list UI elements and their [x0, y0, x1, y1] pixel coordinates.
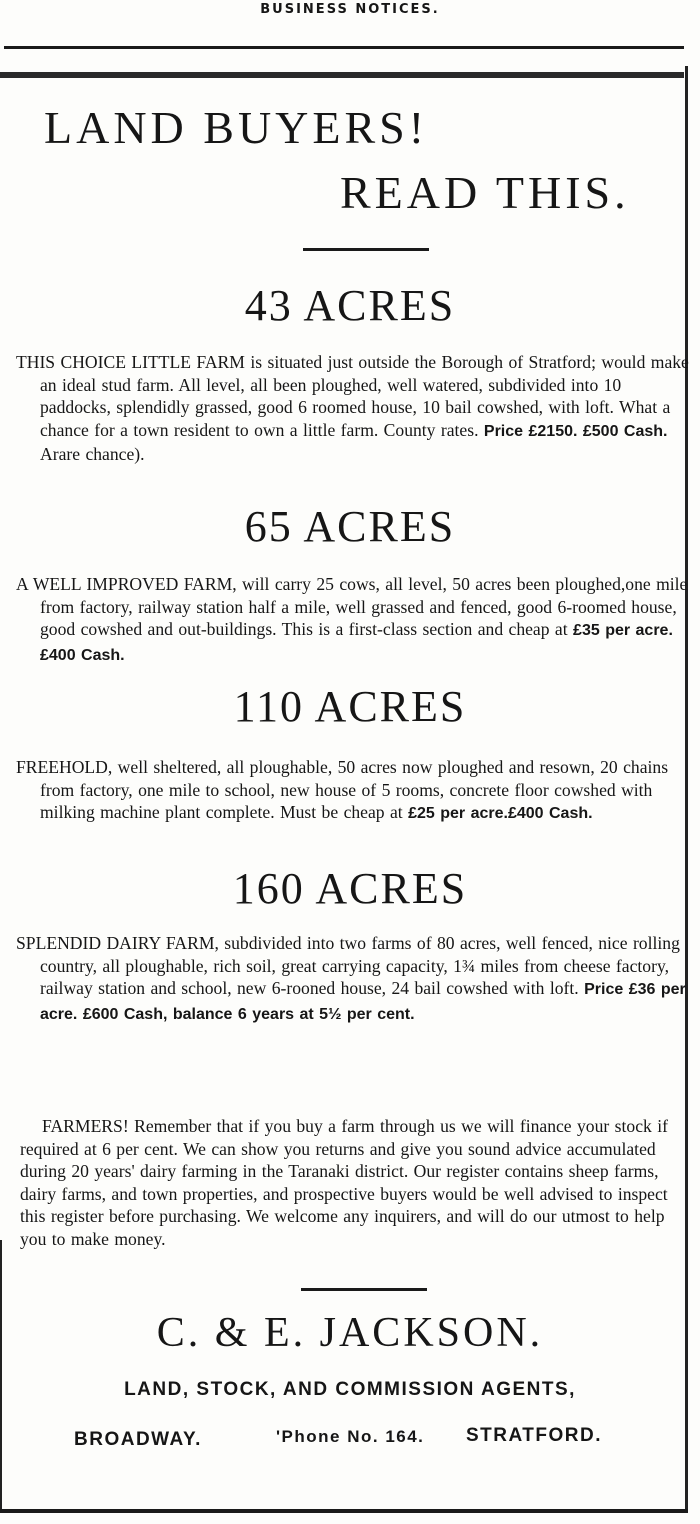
- listing-description: [16, 573, 692, 667]
- listing-terms: Price £2150. £500 Cash.: [483, 422, 668, 440]
- listing-terms: £25 per acre.£400 Cash.: [408, 805, 593, 822]
- top-rule: [4, 46, 684, 49]
- border-left: [0, 1240, 2, 1510]
- firm-name: C. & E. JACKSON.: [156, 1310, 544, 1356]
- listing-heading: 65 ACRES: [244, 502, 456, 551]
- listing-heading: 43 ACRES: [244, 281, 456, 330]
- farmers-notice: [20, 1115, 672, 1250]
- headline-divider: [303, 248, 429, 251]
- firm-street: BROADWAY.: [74, 1429, 202, 1450]
- section-header: BUSINESS NOTICES.: [260, 2, 440, 17]
- listing-description: [16, 756, 692, 826]
- farmers-notice-text: FARMERS! Remember that if you buy a farm through us we will finance your stock if required at 6 per cent. We can show you returns and give you sound advice accumulated during 20 years' dairy farming in the Taranaki district. Our register contains sheep farms, dairy farms, and town properties, and prospective buyers would be well advised to inspect this register before purchasing. We welcome any inquirers, and will do our utmost to help you to make money.: [20, 1116, 668, 1249]
- listing-description: [16, 932, 692, 1026]
- listing-body: FREEHOLD, well sheltered, all ploughable, 50 acres now ploughed and resown, 20 chains from factory, one mile to school, new house of 5 rooms, concrete floor cowshed with milking machine plant complete. Must be cheap at: [16, 757, 669, 822]
- firm-phone: 'Phone No. 164.: [276, 1427, 425, 1446]
- listing-body: SPLENDID DAIRY FARM, subdivided into two farms of 80 acres, well fenced, nice rolling country, all ploughable, rich soil, great carrying capacity, 1¾ miles from cheese factory, railway station and school, new 6-rooned house, 24 bail cowshed with loft.: [16, 933, 680, 998]
- listing-heading: 160 ACRES: [232, 864, 468, 913]
- bottom-rule: [0, 1509, 688, 1513]
- listing-tail: Arare chance).: [40, 444, 145, 464]
- firm-tagline: LAND, STOCK, AND COMMISSION AGENTS,: [124, 1379, 576, 1400]
- listing-body: THIS CHOICE LITTLE FARM is situated just outside the Borough of Stratford; would make an ideal stud farm. All level, all been ploughed, well watered, subdivided into 10 paddocks, splendidly grassed, good 6 roomed house, 10 bail cowshed, with loft. What a chance for a town resident to own a little farm. County rates.: [16, 352, 689, 440]
- listing-heading: 110 ACRES: [233, 682, 467, 731]
- firm-town: STRATFORD.: [466, 1425, 603, 1446]
- listing-description: [16, 351, 692, 466]
- listing-terms: Price £36 per acre. £600 Cash, balance 6 years at 5½ per cent.: [40, 981, 686, 1023]
- listing-body: A WELL IMPROVED FARM, will carry 25 cows, all level, 50 acres been ploughed,one mile from factory, railway station half a mile, well grassed and fenced, good 6-roomed house, good cowshed and out-buildings. This is a first-class section and cheap at: [16, 574, 688, 639]
- listing-terms: £35 per acre. £400 Cash.: [40, 622, 673, 664]
- headline-land-buyers: LAND BUYERS!: [44, 102, 429, 153]
- border-top: [0, 72, 684, 78]
- headline-read-this: READ THIS.: [340, 167, 630, 218]
- firm-divider: [301, 1288, 427, 1291]
